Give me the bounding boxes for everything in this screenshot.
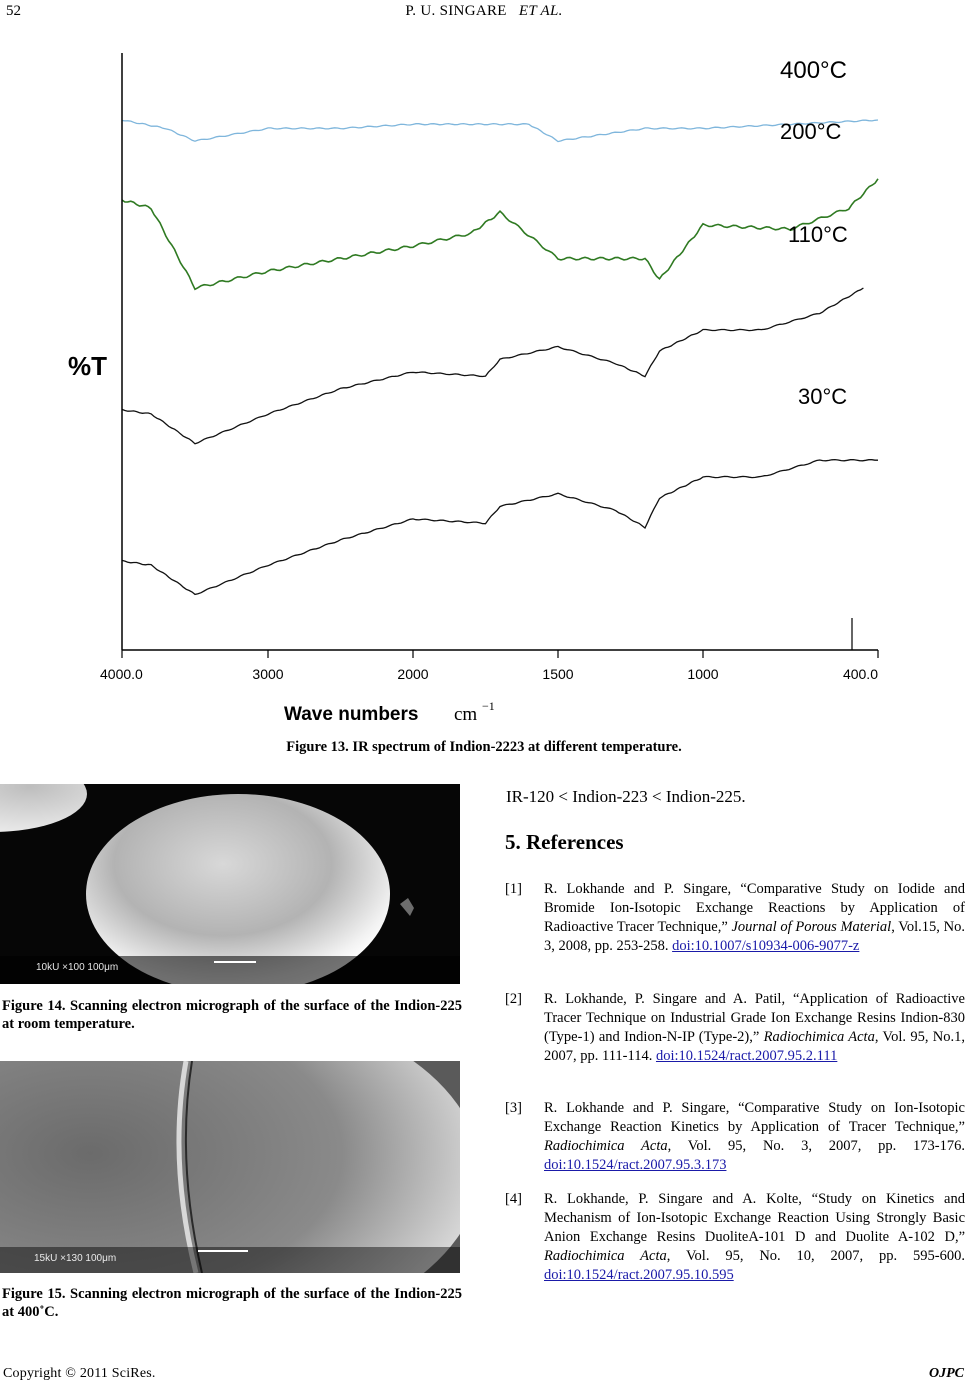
reference-text: R. Lokhande and P. Singare, “Comparative Study on Iodide and Bromide Ion-Isotopic Exchange Reactions by Application of Radioactive Tracer Technique,” (544, 881, 965, 935)
reference-journal: Radiochimica Acta (763, 1029, 875, 1045)
references-heading: 5. References (505, 830, 624, 854)
reference-details: , Vol. 95, No. 3, 2007, pp. 173-176. (667, 1138, 965, 1154)
reference-3 (505, 1099, 965, 1175)
temp-label-200: 200°C (780, 119, 842, 144)
sem-image-400c-graphic (0, 1061, 460, 1273)
x-tick-label: 400.0 (842, 666, 878, 682)
reference-number: [2] (505, 991, 522, 1007)
reference-text: R. Lokhande, P. Singare and A. Kolte, “Study on Kinetics and Mechanism of Ion-Isotopic Exchange Reaction Using Strongly Basic Anion Exchange Resins DuoliteA-101 D and Duolite A-102 D,” (544, 1191, 965, 1245)
copyright-footer: Copyright © 2011 SciRes. (3, 1366, 156, 1381)
running-header-authors: P. U. SINGARE (405, 3, 507, 19)
reference-2 (505, 990, 965, 1066)
y-axis-label: %T (68, 351, 107, 381)
x-axis-unit: cm (454, 704, 478, 725)
ion-exchange-ordering: IR-120 < Indion-223 < Indion-225. (506, 787, 746, 806)
reference-details: , Vol. 95, No.1, 2007, pp. 111-114. (544, 1029, 965, 1064)
temp-label-30: 30°C (798, 384, 848, 409)
temp-label-110: 110°C (788, 222, 848, 247)
sem-image-room-temperature-graphic (0, 784, 460, 984)
reference-journal: Journal of Porous Material (731, 919, 892, 935)
reference-details: , Vol. 95, No. 10, 2007, pp. 595-600. (666, 1248, 965, 1264)
running-header (0, 3, 968, 20)
reference-journal: Radiochimica Acta (544, 1248, 667, 1264)
x-tick-label: 3000 (252, 666, 284, 682)
sem-image-room-temperature (0, 784, 460, 984)
x-tick-label: 2000 (397, 666, 429, 682)
figure14-caption: Figure 14. Scanning electron micrograph of the surface of the Indion-225 at room temperature. (2, 998, 462, 1032)
figure15-caption: Figure 15. Scanning electron micrograph of the surface of the Indion-225 at 400˚C. (2, 1286, 462, 1320)
x-tick-label: 4000.0 (100, 666, 143, 682)
journal-abbrev: OJPC (929, 1366, 964, 1381)
temp-label-400: 400°C (780, 57, 847, 84)
reference-doi-link[interactable]: doi:10.1524/ract.2007.95.10.595 (544, 1267, 734, 1283)
reference-number: [4] (505, 1191, 522, 1207)
reference-1 (505, 880, 965, 956)
sem15-scale-text: 15kU ×130 100μm (34, 1253, 117, 1264)
x-tick-label: 1500 (542, 666, 574, 682)
reference-4 (505, 1190, 965, 1285)
reference-details: , Vol.15, No. 3, 2008, pp. 253-258. (544, 919, 966, 954)
reference-doi-link[interactable]: doi:10.1524/ract.2007.95.2.111 (655, 1048, 838, 1064)
running-header-etal: ET AL. (518, 3, 563, 19)
reference-journal: Radiochimica Acta (544, 1138, 668, 1154)
page-number: 52 (6, 3, 21, 19)
reference-number: [1] (505, 881, 522, 897)
reference-text: R. Lokhande, P. Singare and A. Patil, “Application of Radioactive Tracer Technique on Industrial Grade Ion Exchange Resins Indion-830 (Type-1) and Indion-N-IP (Type-2),” (544, 991, 965, 1045)
reference-doi-link[interactable]: doi:10.1007/s10934-006-9077-z (672, 938, 860, 954)
figure13-caption: Figure 13. IR spectrum of Indion-2223 at different temperature. (286, 739, 682, 755)
reference-doi-link[interactable]: doi:10.1524/ract.2007.95.3.173 (544, 1157, 727, 1173)
sem-image-400c (0, 1061, 460, 1273)
sem14-scale-text: 10kU ×100 100μm (36, 962, 119, 973)
x-axis-label: Wave numbers (284, 704, 419, 725)
x-axis-unit-exponent: −1 (482, 699, 495, 713)
reference-number: [3] (505, 1100, 522, 1116)
x-tick-label: 1000 (687, 666, 719, 682)
reference-text: R. Lokhande and P. Singare, “Comparative Study on Ion-Isotopic Exchange Reaction Kinetics by Application of Tracer Technique,” (544, 1100, 965, 1135)
ir-spectrum-chart (58, 38, 908, 730)
